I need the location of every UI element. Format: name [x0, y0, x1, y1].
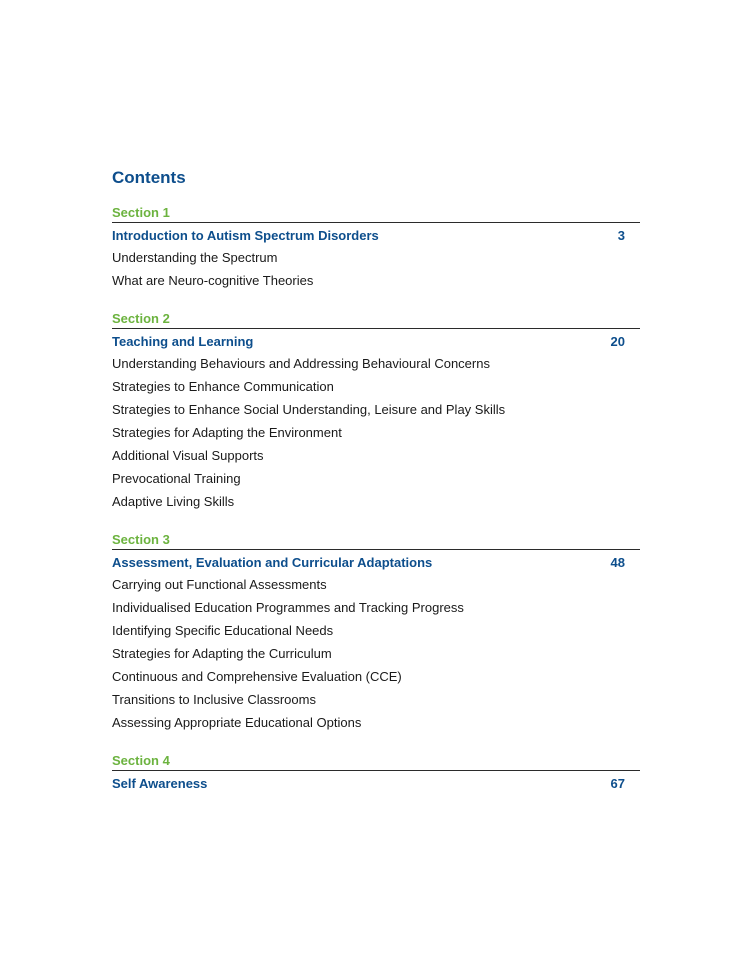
section-page-number: 3 — [617, 228, 625, 243]
section-page-number: 20 — [610, 334, 625, 349]
contents-title: Contents — [112, 168, 186, 187]
section-heading: Introduction to Autism Spectrum Disorders — [112, 228, 379, 243]
section-heading-row — [112, 332, 640, 352]
toc-section — [112, 204, 640, 292]
section-items — [112, 246, 640, 292]
toc-item: Transitions to Inclusive Classrooms — [112, 692, 316, 707]
toc-item: Adaptive Living Skills — [112, 494, 235, 509]
toc-item: Carrying out Functional Assessments — [112, 577, 327, 592]
toc-item: Strategies for Adapting the Environment — [112, 425, 342, 440]
toc-item: Understanding the Spectrum — [112, 250, 278, 265]
toc-item: What are Neuro-cognitive Theories — [112, 273, 314, 288]
section-heading: Teaching and Learning — [112, 334, 254, 349]
section-label: Section 4 — [112, 752, 640, 771]
section-label: Section 2 — [112, 310, 640, 329]
toc-section — [112, 752, 640, 794]
toc-item: Assessing Appropriate Educational Options — [112, 715, 362, 730]
section-items — [112, 573, 640, 734]
section-heading-row — [112, 774, 640, 794]
section-label: Section 3 — [112, 531, 640, 550]
toc-item: Understanding Behaviours and Addressing Behavioural Concerns — [112, 356, 490, 371]
section-page-number: 48 — [610, 555, 625, 570]
toc-item: Continuous and Comprehensive Evaluation (CCE) — [112, 669, 402, 684]
section-heading-row — [112, 226, 640, 246]
section-heading-row — [112, 553, 640, 573]
toc-item: Strategies to Enhance Social Understanding, Leisure and Play Skills — [112, 402, 506, 417]
section-heading: Self Awareness — [112, 776, 208, 791]
section-heading: Assessment, Evaluation and Curricular Adaptations — [112, 555, 433, 570]
section-items — [112, 352, 640, 513]
section-label: Section 1 — [112, 204, 640, 223]
sections-list — [112, 204, 640, 794]
toc-item: Prevocational Training — [112, 471, 241, 486]
toc-item: Individualised Education Programmes and Tracking Progress — [112, 600, 464, 615]
toc-item: Additional Visual Supports — [112, 448, 264, 463]
toc-item: Strategies for Adapting the Curriculum — [112, 646, 332, 661]
section-page-number: 67 — [610, 776, 625, 791]
table-of-contents — [112, 166, 640, 794]
toc-item: Strategies to Enhance Communication — [112, 379, 334, 394]
toc-section — [112, 531, 640, 734]
toc-section — [112, 310, 640, 513]
toc-item: Identifying Specific Educational Needs — [112, 623, 334, 638]
